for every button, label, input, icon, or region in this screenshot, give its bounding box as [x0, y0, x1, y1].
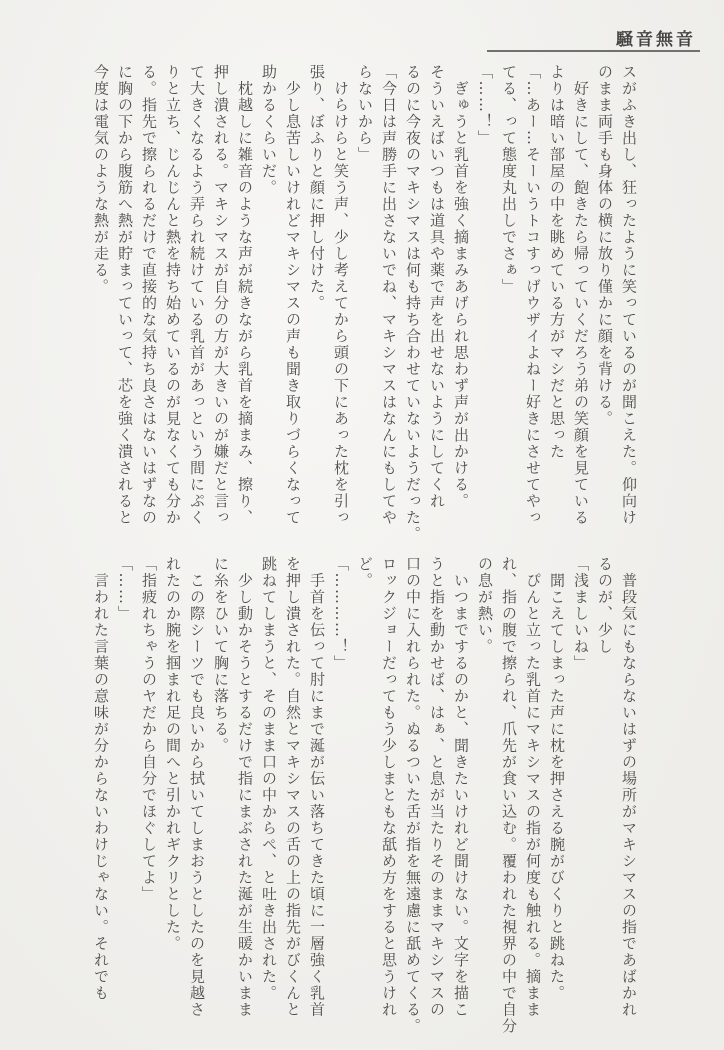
text-line: けらけらと笑う声、少し考えてから頭の下にあった枕を引っ	[332, 64, 350, 526]
text-line: そういえばいつもは道具や薬で声を出せないようにしてくれ	[428, 64, 446, 510]
text-line: てる、って態度丸出しでさぁ」	[500, 64, 518, 295]
text-line: この際シーツでも良いから拭いてしまおうとしたのを見越さ	[188, 556, 206, 1018]
text-line: 「……！」	[476, 64, 494, 147]
text-line: ど。	[356, 556, 374, 589]
text-line: 「……」	[116, 556, 134, 622]
text-line: に糸をひいて胸に落ちる。	[212, 556, 230, 754]
text-line: らないから」	[356, 64, 374, 163]
text-line: 「…あー…そーいうトコすっげウザイよねー好きにさせてやっ	[524, 64, 542, 526]
text-line: りと立ち、じんじんと熱を持ち始めているのが見なくても分か	[164, 64, 182, 526]
text-line: れたのか腕を掴まれ足の間へと引かれギクリとした。	[164, 556, 182, 952]
text-line: いつまでするのかと、聞きたいけれど聞けない。文字を描こ	[452, 556, 470, 1018]
page-header-title: 騒音無音	[616, 30, 696, 50]
text-line: て大きくなるよう弄られ続けている乳首があっという間にぷく	[188, 64, 206, 526]
text-line: 少し息苦しいけれどマキシマスの声も聞き取りづらくなって	[284, 64, 302, 526]
text-block-top	[89, 64, 641, 556]
text-line: 普段気にもならないはずの場所がマキシマスの指であばかれ	[620, 556, 638, 1018]
text-line: 言われた言葉の意味が分からないわけじゃない。それでも	[92, 556, 110, 1002]
text-line: よりは暗い部屋の中を眺めている方がマシだと思った	[548, 64, 566, 460]
text-line: を押し潰された。自然とマキシマスの舌の上の指先がびくんと	[284, 556, 302, 1018]
text-line: 口の中に入れられた。ぬるついた舌が指を無遠慮に舐めてくる。	[404, 556, 422, 1035]
text-line: 跳ねてしまうと、そのまま口の中からぺ、と吐き出された。	[260, 556, 278, 1002]
text-line: 助かるくらいだ。	[260, 64, 278, 196]
text-line: うと指を動かせば、はぁ、と息が当たりそのままマキシマスの	[428, 556, 446, 1018]
text-line: スがふき出し、狂ったように笑っているのが聞こえた。仰向け	[620, 64, 638, 526]
text-line: れ、指の腹で擦られ、爪先が食い込む。覆われた視界の中で自分	[500, 556, 518, 1035]
header-rule	[487, 50, 700, 52]
text-line: る。指先で擦られるだけで直接的な気持ち良さはないはずなの	[140, 64, 158, 526]
text-line: 「浅ましいね」	[572, 556, 590, 672]
text-block-bottom	[89, 556, 641, 1048]
text-line: 好きにして、飽きたら帰っていくだろう弟の笑顔を見ている	[572, 64, 590, 526]
text-line: るのに今夜のマキシマスは何も持ち合わせていないようだった。	[404, 64, 422, 543]
text-line: 張り、ぼふりと顔に押し付けた。	[308, 64, 326, 312]
text-line: のまま両手も身体の横に放り僅かに顔を背ける。	[596, 64, 614, 427]
text-line: 「指疲れちゃうのヤだから自分でほぐしてよ」	[140, 556, 158, 903]
text-line: 「…………！」	[332, 556, 350, 672]
text-line: 手首を伝って肘にまで涎が伝い落ちてきた頃に一層強く乳首	[308, 556, 326, 1018]
text-line: 枕越しに雑音のような声が続きながら乳首を摘まみ、擦り、	[236, 64, 254, 526]
text-line: ぎゅうと乳首を強く摘まみあげられ思わず声が出かける。	[452, 64, 470, 510]
text-line: 今度は電気のような熱が走る。	[92, 64, 110, 295]
text-line: るのが、少し	[596, 556, 614, 655]
text-line: 押し潰される。マキシマスが自分の方が大きいのが嫌だと言っ	[212, 64, 230, 526]
text-line: 少し動かそうとするだけで指にまぶされた涎が生暖かいまま	[236, 556, 254, 1018]
text-line: の息が熱い。	[476, 556, 494, 655]
text-line: に胸の下から腹筋へ熱が貯まっていって、芯を強く潰されると	[116, 64, 134, 526]
text-line: ロックジョーだってもう少しまともな舐め方をすると思うけれ	[380, 556, 398, 1018]
text-line: 聞こえてしまった声に枕を押さえる腕がびくりと跳ねた。	[548, 556, 566, 1002]
text-line: 「今日は声勝手に出さないでね、マキシマスはなんにもしてや	[380, 64, 398, 526]
text-line: ぴんと立った乳首にマキシマスの指が何度も触れる。摘まま	[524, 556, 542, 1018]
